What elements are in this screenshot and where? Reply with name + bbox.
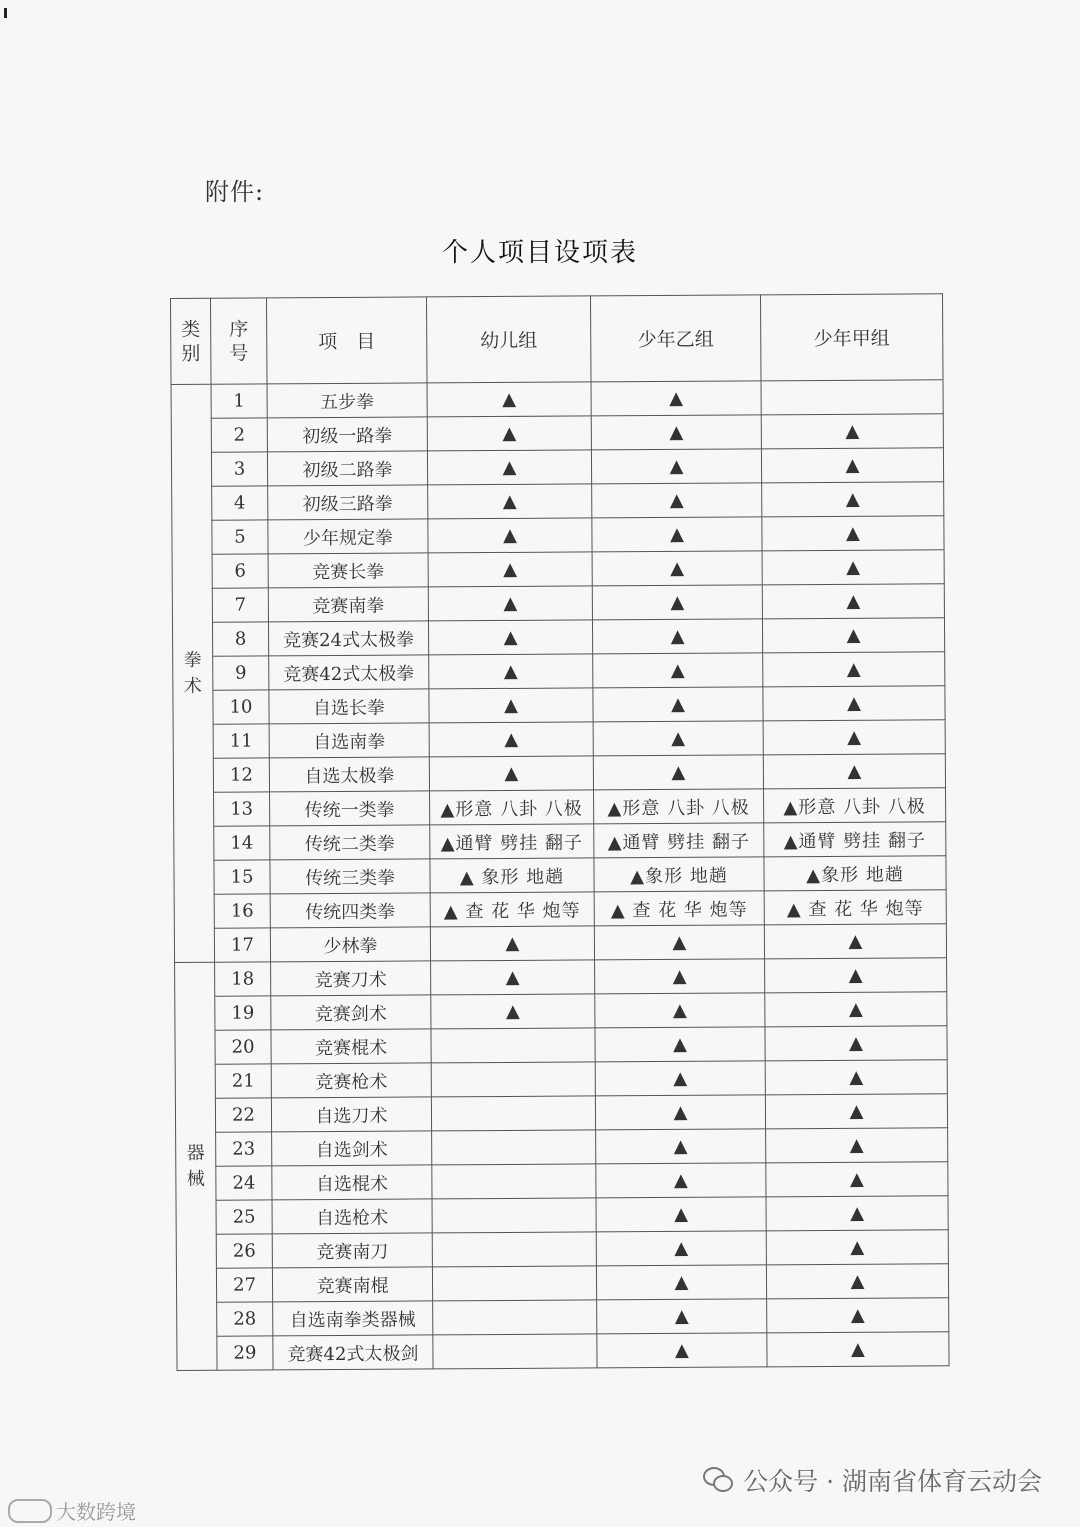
- group3-cell: ▲: [765, 1094, 947, 1129]
- group1-cell: ▲ 查 花 华 炮等: [430, 892, 594, 927]
- group2-cell: ▲: [591, 449, 761, 484]
- group2-cell: ▲: [592, 483, 762, 518]
- table-row: [175, 1094, 947, 1133]
- seq-cell: 3: [211, 452, 267, 486]
- group3-cell: ▲: [766, 1128, 948, 1163]
- group1-cell: [431, 1096, 595, 1131]
- item-cell: 竞赛南拳: [268, 587, 428, 622]
- seq-cell: 6: [212, 554, 268, 588]
- group2-cell: ▲: [592, 619, 762, 654]
- item-cell: 自选剑术: [272, 1131, 432, 1166]
- group3-cell: ▲: [767, 1332, 949, 1367]
- group2-cell: ▲: [596, 1163, 766, 1198]
- group2-cell: ▲: [596, 1231, 766, 1266]
- group3-cell: ▲: [767, 1298, 949, 1333]
- group2-cell: ▲: [597, 1333, 767, 1368]
- item-cell: 自选南拳类器械: [273, 1301, 433, 1336]
- group2-cell: ▲: [592, 551, 762, 586]
- seq-cell: 21: [215, 1064, 271, 1098]
- table-row: [176, 1264, 948, 1303]
- item-cell: 自选长拳: [269, 689, 429, 724]
- item-cell: 传统二类拳: [270, 825, 430, 860]
- item-cell: 初级一路拳: [267, 417, 427, 452]
- category-cell: [171, 384, 215, 962]
- seq-cell: 4: [212, 486, 268, 520]
- group3-cell: ▲: [766, 1162, 948, 1197]
- seq-cell: 13: [214, 792, 270, 826]
- table-row: [177, 1332, 949, 1371]
- group1-cell: ▲: [429, 756, 593, 791]
- item-cell: 五步拳: [267, 383, 427, 418]
- wechat-icon: [703, 1467, 733, 1493]
- item-cell: 竞赛南棍: [272, 1267, 432, 1302]
- group3-cell: ▲: [765, 1026, 947, 1061]
- table-row: [173, 720, 945, 759]
- group2-cell: ▲: [591, 415, 761, 450]
- corner-watermark-text: 大数跨境: [56, 1500, 136, 1524]
- group1-cell: [432, 1198, 596, 1233]
- seq-cell: 2: [211, 418, 267, 452]
- item-cell: 竞赛刀术: [271, 961, 431, 996]
- table-row: [173, 686, 945, 725]
- group2-cell: ▲: [595, 993, 765, 1028]
- table-row: [174, 822, 946, 861]
- group3-cell: ▲: [762, 482, 944, 517]
- group3-cell: ▲: [765, 992, 947, 1027]
- item-cell: 竞赛棍术: [271, 1029, 431, 1064]
- group3-cell: ▲形意 八卦 八极: [764, 788, 946, 823]
- group2-cell: ▲形意 八卦 八极: [594, 789, 764, 824]
- table-row: [173, 652, 945, 691]
- group2-cell: ▲: [593, 687, 763, 722]
- item-cell: 自选南拳: [269, 723, 429, 758]
- corner-watermark: [8, 1496, 136, 1525]
- group1-cell: [433, 1334, 597, 1369]
- attachment-label: 附件:: [205, 178, 265, 206]
- seq-cell: 23: [216, 1132, 272, 1166]
- table-row: [175, 958, 947, 997]
- header-group-2: 少年乙组: [590, 295, 761, 382]
- item-cell: 传统三类拳: [270, 859, 430, 894]
- group3-cell: ▲: [762, 550, 944, 585]
- table-row: [172, 618, 944, 657]
- seq-cell: 1: [211, 384, 267, 418]
- group1-cell: ▲: [429, 688, 593, 723]
- group3-cell: ▲: [762, 584, 944, 619]
- group2-cell: ▲: [597, 1299, 767, 1334]
- item-cell: 初级三路拳: [268, 485, 428, 520]
- item-cell: 竞赛剑术: [271, 995, 431, 1030]
- group2-cell: ▲: [592, 585, 762, 620]
- group1-cell: ▲: [431, 994, 595, 1029]
- table-row: [174, 788, 946, 827]
- events-table: [170, 293, 950, 1371]
- group1-cell: [432, 1266, 596, 1301]
- category-char: 器: [186, 1142, 205, 1164]
- header-group-3: 少年甲组: [760, 294, 943, 381]
- group3-cell: ▲: [761, 448, 943, 483]
- table-row: [174, 856, 946, 895]
- group3-cell: ▲: [763, 754, 945, 789]
- group2-cell: ▲: [595, 959, 765, 994]
- group3-cell: ▲: [762, 516, 944, 551]
- table-row: [177, 1298, 949, 1337]
- group1-cell: ▲: [430, 926, 594, 961]
- group2-cell: ▲: [595, 1027, 765, 1062]
- group1-cell: ▲: [429, 654, 593, 689]
- group3-cell: ▲: [763, 686, 945, 721]
- item-cell: 初级二路拳: [267, 451, 427, 486]
- table-row: [175, 1026, 947, 1065]
- group1-cell: ▲: [428, 518, 592, 553]
- group1-cell: [432, 1232, 596, 1267]
- table-row: [175, 992, 947, 1031]
- group1-cell: ▲: [429, 722, 593, 757]
- table-row: [172, 584, 944, 623]
- group2-cell: ▲: [596, 1265, 766, 1300]
- group3-cell: ▲: [765, 958, 947, 993]
- header-category-bottom: 别: [181, 342, 201, 365]
- group3-cell: ▲: [762, 618, 944, 653]
- group1-cell: ▲: [428, 552, 592, 587]
- scan-mark: [4, 8, 7, 18]
- category-char: 械: [186, 1168, 205, 1190]
- item-cell: 竞赛42式太极剑: [273, 1335, 433, 1370]
- group3-cell: ▲: [766, 1196, 948, 1231]
- category-cell: [175, 962, 217, 1370]
- footer-text: 公众号 · 湖南省体育云动会: [743, 1467, 1042, 1496]
- seq-cell: 26: [216, 1234, 272, 1268]
- header-item: 项 目: [267, 297, 428, 384]
- group2-cell: ▲: [595, 1095, 765, 1130]
- group2-cell: ▲: [593, 653, 763, 688]
- group2-cell: ▲通臂 劈挂 翻子: [594, 823, 764, 858]
- table-row: [176, 1128, 948, 1167]
- header-seq: [211, 298, 268, 384]
- table-row: [173, 754, 945, 793]
- item-cell: 竞赛42式太极拳: [269, 655, 429, 690]
- item-cell: 传统四类拳: [270, 893, 430, 928]
- group3-cell: [761, 380, 943, 415]
- group1-cell: ▲: [428, 620, 592, 655]
- item-cell: 自选太极拳: [269, 757, 429, 792]
- table-header-row: [171, 294, 944, 385]
- group3-cell: ▲: [766, 1230, 948, 1265]
- seq-cell: 20: [215, 1030, 271, 1064]
- group3-cell: ▲ 查 花 华 炮等: [764, 890, 946, 925]
- header-category-top: 类: [181, 318, 201, 341]
- table-row: [174, 890, 946, 929]
- seq-cell: 17: [214, 928, 270, 962]
- group2-cell: ▲: [596, 1129, 766, 1164]
- table-row: [172, 516, 944, 555]
- group3-cell: ▲: [763, 652, 945, 687]
- header-seq-top: 序: [229, 318, 249, 341]
- item-cell: 自选刀术: [271, 1097, 431, 1132]
- seq-cell: 8: [212, 622, 268, 656]
- item-cell: 自选棍术: [272, 1165, 432, 1200]
- seq-cell: 25: [216, 1200, 272, 1234]
- group2-cell: ▲: [596, 1197, 766, 1232]
- category-char: 术: [183, 675, 202, 697]
- page-title: 个人项目设项表: [441, 238, 638, 268]
- group2-cell: ▲ 查 花 华 炮等: [594, 891, 764, 926]
- group3-cell: ▲: [765, 1060, 947, 1095]
- group3-cell: ▲: [761, 414, 943, 449]
- group2-cell: ▲象形 地趟: [594, 857, 764, 892]
- seq-cell: 11: [213, 724, 269, 758]
- group2-cell: ▲: [595, 1061, 765, 1096]
- group3-cell: ▲象形 地趟: [764, 856, 946, 891]
- group3-cell: ▲: [764, 924, 946, 959]
- category-char: 拳: [183, 649, 202, 671]
- group3-cell: ▲: [763, 720, 945, 755]
- seq-cell: 28: [217, 1302, 273, 1336]
- seq-cell: 15: [214, 860, 270, 894]
- table-row: [174, 924, 946, 963]
- table-row: [171, 448, 943, 487]
- seq-cell: 16: [214, 894, 270, 928]
- header-seq-bottom: 号: [229, 342, 249, 365]
- seq-cell: 14: [214, 826, 270, 860]
- group1-cell: [432, 1164, 596, 1199]
- item-cell: 竞赛南刀: [272, 1233, 432, 1268]
- group3-cell: ▲: [766, 1264, 948, 1299]
- seq-cell: 19: [215, 996, 271, 1030]
- group1-cell: ▲: [431, 960, 595, 995]
- seq-cell: 7: [212, 588, 268, 622]
- item-cell: 自选枪术: [272, 1199, 432, 1234]
- seq-cell: 29: [217, 1336, 273, 1370]
- item-cell: 竞赛24式太极拳: [268, 621, 428, 656]
- seq-cell: 9: [213, 656, 269, 690]
- group2-cell: ▲: [593, 755, 763, 790]
- seq-cell: 12: [213, 758, 269, 792]
- item-cell: 竞赛枪术: [271, 1063, 431, 1098]
- group1-cell: ▲形意 八卦 八极: [430, 790, 594, 825]
- item-cell: 传统一类拳: [270, 791, 430, 826]
- cc-logo-icon: [8, 1499, 52, 1523]
- table-row: [176, 1230, 948, 1269]
- group1-cell: ▲: [427, 416, 591, 451]
- group1-cell: [432, 1130, 596, 1165]
- group1-cell: [431, 1028, 595, 1063]
- table-row: [171, 414, 943, 453]
- group1-cell: ▲通臂 劈挂 翻子: [430, 824, 594, 859]
- group1-cell: ▲: [427, 382, 591, 417]
- table-row: [172, 482, 944, 521]
- footer-watermark: [703, 1462, 1042, 1498]
- seq-cell: 18: [215, 962, 271, 996]
- group3-cell: ▲通臂 劈挂 翻子: [764, 822, 946, 857]
- seq-cell: 5: [212, 520, 268, 554]
- item-cell: 竞赛长拳: [268, 553, 428, 588]
- group1-cell: ▲: [428, 484, 592, 519]
- table-row: [175, 1060, 947, 1099]
- group1-cell: [433, 1300, 597, 1335]
- item-cell: 少年规定拳: [268, 519, 428, 554]
- group1-cell: [431, 1062, 595, 1097]
- seq-cell: 10: [213, 690, 269, 724]
- item-cell: 少林拳: [270, 927, 430, 962]
- table-row: [172, 550, 944, 589]
- group2-cell: ▲: [592, 517, 762, 552]
- group1-cell: ▲: [427, 450, 591, 485]
- table-row: [171, 380, 943, 419]
- seq-cell: 27: [216, 1268, 272, 1302]
- header-group-1: 幼儿组: [426, 296, 591, 383]
- table-row: [176, 1196, 948, 1235]
- seq-cell: 22: [215, 1098, 271, 1132]
- header-category: [171, 298, 212, 384]
- group1-cell: ▲: [428, 586, 592, 621]
- group2-cell: ▲: [593, 721, 763, 756]
- group2-cell: ▲: [594, 925, 764, 960]
- group1-cell: ▲ 象形 地趟: [430, 858, 594, 893]
- group2-cell: ▲: [591, 381, 761, 416]
- seq-cell: 24: [216, 1166, 272, 1200]
- table-row: [176, 1162, 948, 1201]
